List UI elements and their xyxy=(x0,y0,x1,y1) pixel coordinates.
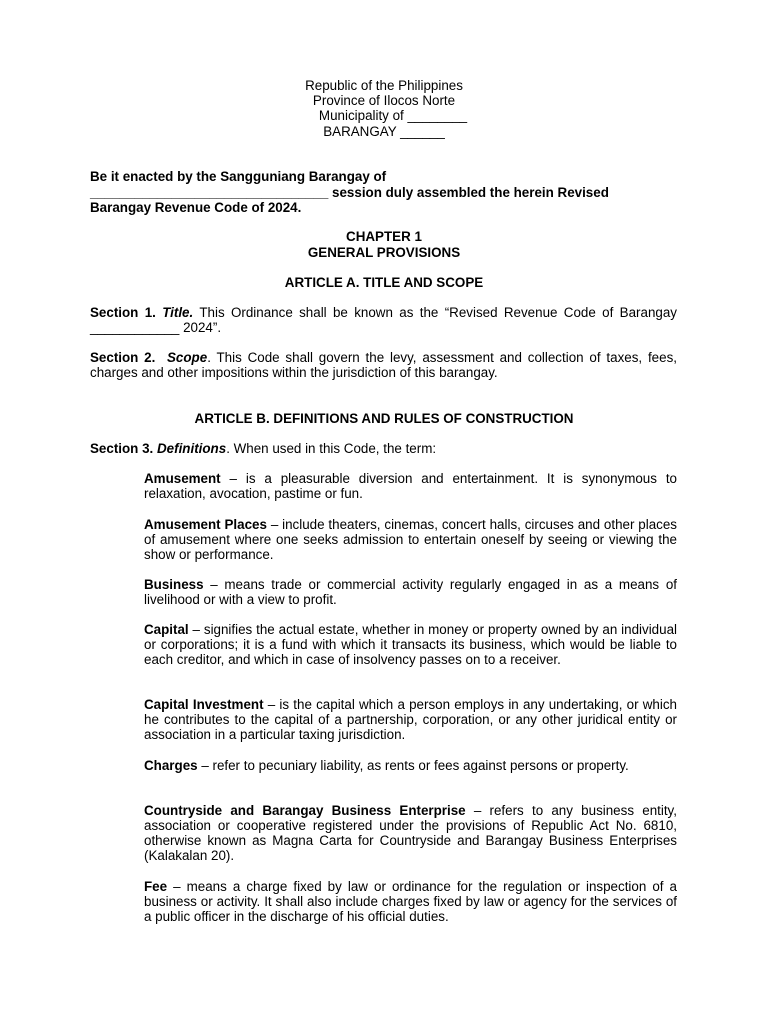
header-province: Province of Ilocos Norte xyxy=(312,93,456,109)
definition-text: – is the capital which a person employs in any undertaking, or which he contributes to the capital of a partnership, corporation, or any other juridical entity or association in a particular taxing jurisdiction. xyxy=(144,697,677,742)
article-b-title: ARTICLE B. DEFINITIONS AND RULES OF CONSTRUCTION xyxy=(194,411,574,426)
definition-capital-investment xyxy=(144,697,677,742)
definition-business xyxy=(144,577,677,607)
definition-term: Amusement xyxy=(144,471,221,486)
definition-fee xyxy=(144,879,677,924)
definition-term: Capital xyxy=(144,622,189,637)
definition-amusement-places xyxy=(144,517,677,562)
chapter-number: CHAPTER 1 xyxy=(346,229,422,244)
chapter-title: GENERAL PROVISIONS xyxy=(307,245,461,260)
section-2-label: Section 2. xyxy=(90,350,156,365)
definition-term: Capital Investment xyxy=(144,697,264,712)
header-municipality: Municipality of ________ xyxy=(318,108,468,124)
section-3-label: Section 3. xyxy=(90,441,154,456)
section-3-term: Definitions xyxy=(157,441,227,456)
definition-charges xyxy=(144,758,677,773)
section-1 xyxy=(90,305,677,335)
definition-text: – is a pleasurable diversion and entertainment. It is synonymous to relaxation, avocation, pastime or fun. xyxy=(144,471,677,501)
header-republic: Republic of the Philippines xyxy=(305,78,463,93)
definition-text: – include theaters, cinemas, concert halls, circuses and other places of amusement where one seeks admission to entertain oneself by seeing or viewing the show or performance. xyxy=(144,517,677,562)
section-2-term: Scope xyxy=(167,350,208,365)
section-1-term: Title. xyxy=(162,305,194,320)
definition-term: Charges xyxy=(144,758,198,773)
definition-text: – means trade or commercial activity regularly engaged in as a means of livelihood or with a view to profit. xyxy=(144,577,677,607)
header-barangay: BARANGAY ______ xyxy=(323,123,445,139)
article-a-title: ARTICLE A. TITLE AND SCOPE xyxy=(284,275,484,290)
definition-term: Amusement Places xyxy=(144,517,267,532)
definition-text: – refers to any business entity, association or cooperative registered under the provisions of Republic Act No. 6810, otherwise known as Magna Carta for Countryside and Barangay Business Enterprises (Kalakalan 20). xyxy=(144,803,677,863)
definition-text: – means a charge fixed by law or ordinance for the regulation or inspection of a business or activity. It shall also include charges fixed by law or agency for the services of a public officer in the discharge of his official duties. xyxy=(144,879,677,924)
definition-text: – signifies the actual estate, whether in money or property owned by an individual or corporations; it is a fund with which it transacts its business, which would be liable to each creditor, and which in case of insolvency passes on to a receiver. xyxy=(144,622,677,667)
section-2-text: . This Code shall govern the levy, assessment and collection of taxes, fees, charges and other impositions within the jurisdiction of this barangay. xyxy=(90,350,677,380)
section-3-text: . When used in this Code, the term: xyxy=(226,441,437,456)
enactment-line-1: Be it enacted by the Sangguniang Barangay of xyxy=(90,169,387,184)
enactment-clause xyxy=(90,169,677,216)
definition-term: Business xyxy=(144,577,204,592)
section-3 xyxy=(90,441,677,456)
enactment-line-3: Barangay Revenue Code of 2024. xyxy=(90,200,302,215)
definition-amusement xyxy=(144,471,677,501)
definition-term: Countryside and Barangay Business Enterprise xyxy=(144,803,466,818)
definition-countryside-business-enterprise xyxy=(144,803,677,863)
document-header xyxy=(0,78,768,139)
enactment-line-2: ________________________________ session duly assembled the herein Revised xyxy=(90,184,609,200)
definition-term: Fee xyxy=(144,879,168,894)
section-1-text: This Ordinance shall be known as the “Revised Revenue Code of Barangay ____________ 2024”. xyxy=(90,305,677,335)
definition-capital xyxy=(144,622,677,667)
definition-text: – refer to pecuniary liability, as rents or fees against persons or property. xyxy=(197,758,629,773)
section-2 xyxy=(90,350,677,380)
section-1-label: Section 1. xyxy=(90,305,156,320)
